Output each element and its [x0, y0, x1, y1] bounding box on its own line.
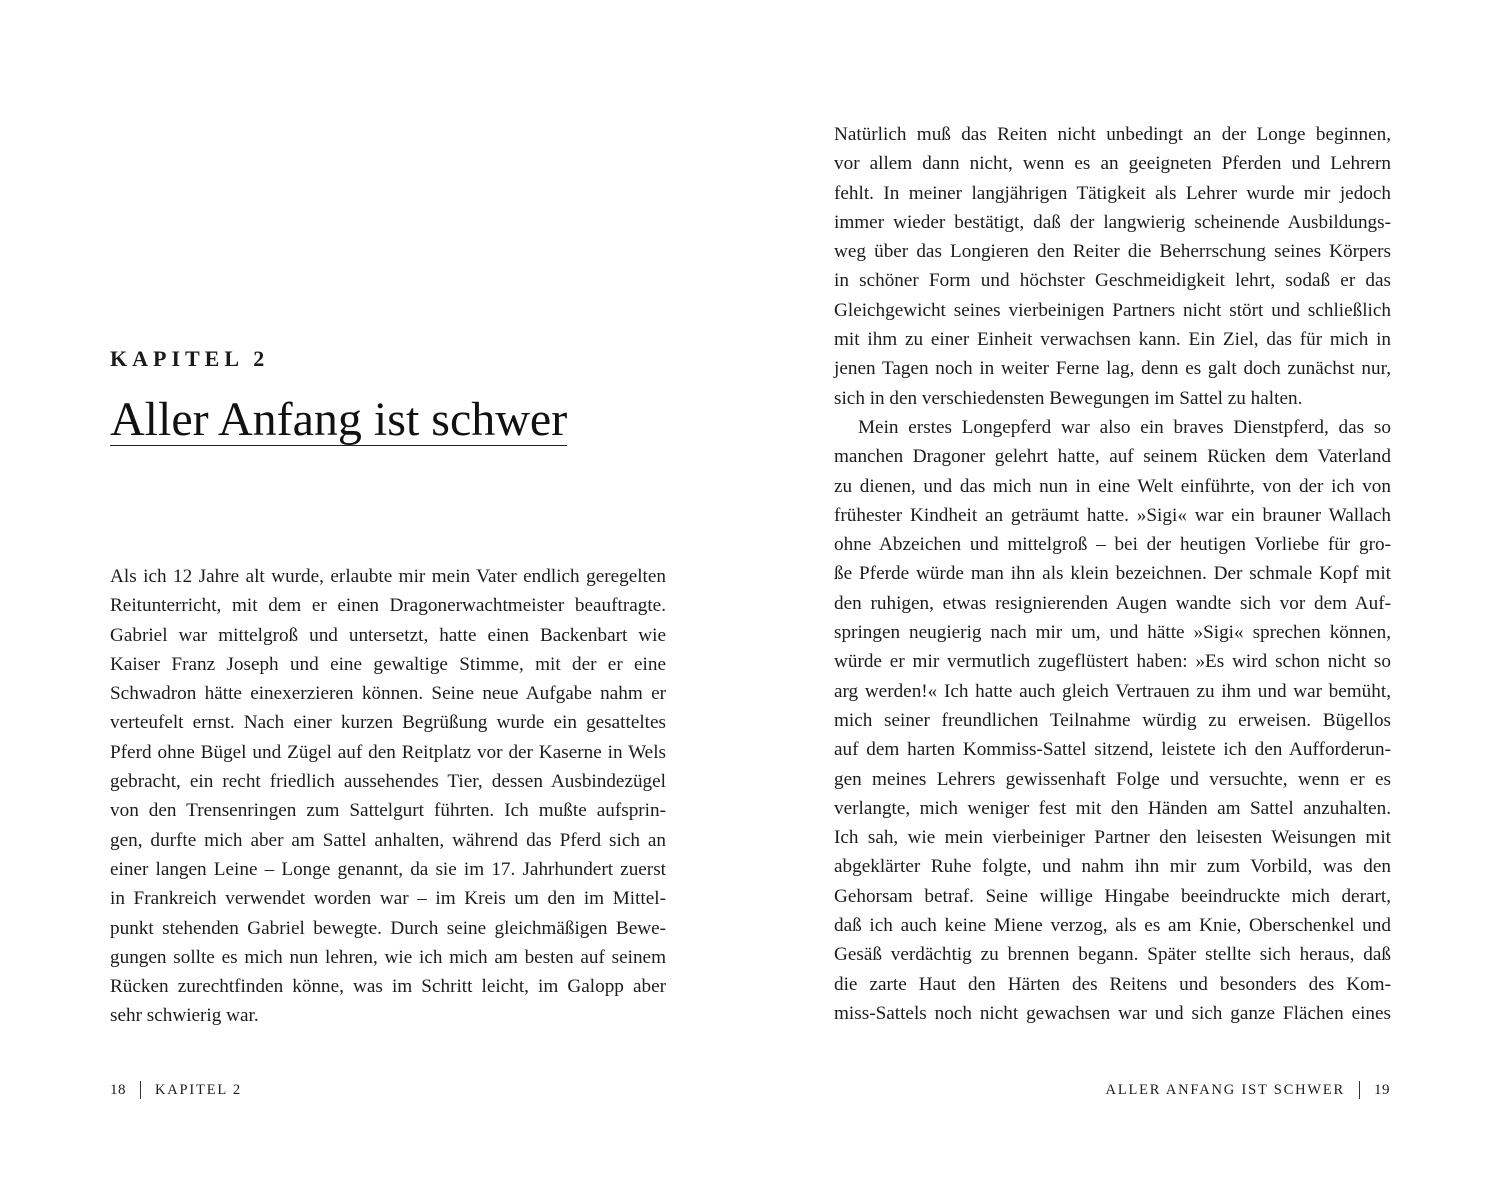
text-line: verlangte, mich weniger fest mit den Händen am Sattel anzuhalten.	[834, 797, 1391, 819]
text-line: immer wieder bestätigt, daß der langwierig scheinende Ausbildungs-	[834, 211, 1391, 233]
text-line: gungen sollte es mich nun lehren, wie ich mich am besten auf seinem	[110, 946, 666, 968]
text-line: jenen Tagen noch in weiter Ferne lag, denn es galt doch zunächst nur,	[834, 358, 1391, 380]
right-text-block	[834, 120, 1391, 1028]
text-line: vor allem dann nicht, wenn es an geeigneten Pferden und Lehrern	[834, 153, 1391, 175]
text-line: Natürlich muß das Reiten nicht unbedingt an der Longe beginnen,	[834, 124, 1391, 145]
page-number: 19	[1374, 1081, 1390, 1098]
running-head: ALLER ANFANG IST SCHWER	[1105, 1081, 1345, 1098]
text-line: sich in den verschiedensten Bewegungen im Sattel zu halten.	[834, 387, 1303, 409]
text-line: miss-Sattels noch nicht gewachsen war und sich ganze Flächen eines	[834, 1002, 1391, 1024]
right-footer	[1106, 1081, 1390, 1099]
text-line: von den Trensenringen zum Sattelgurt führten. Ich mußte aufsprin-	[110, 800, 666, 822]
text-line: Pferd ohne Bügel und Zügel auf den Reitplatz vor der Kaserne in Wels	[110, 741, 666, 763]
text-line: punkt stehenden Gabriel bewegte. Durch seine gleichmäßigen Bewe-	[110, 917, 666, 939]
text-line: verteufelt ernst. Nach einer kurzen Begrüßung wurde ein gesatteltes	[110, 712, 666, 734]
text-line: springen neugierig nach mir um, und hätte »Sigi« sprechen können,	[834, 622, 1391, 644]
text-line: Gesäß verdächtig zu brennen begann. Später stellte sich heraus, daß	[834, 944, 1391, 966]
running-head: KAPITEL 2	[155, 1081, 242, 1098]
title-underline	[110, 445, 567, 446]
text-line: ohne Abzeichen und mittelgroß – bei der heutigen Vorliebe für gro-	[834, 534, 1391, 556]
text-line: in schöner Form und höchster Geschmeidigkeit lehrt, sodaß er das	[834, 270, 1391, 292]
text-line: abgeklärter Ruhe folgte, und nahm ihn mir zum Vorbild, was den	[834, 856, 1391, 878]
text-line: Mein erstes Longepferd war also ein braves Dienstpferd, das so	[858, 416, 1391, 438]
text-line: Schwadron hätte einexerzieren können. Seine neue Aufgabe nahm er	[110, 683, 666, 705]
text-line: daß ich auch keine Miene verzog, als es am Knie, Oberschenkel und	[834, 915, 1391, 937]
text-line: Ich sah, wie mein vierbeiniger Partner den leisesten Weisungen mit	[834, 827, 1391, 849]
text-line: gen meines Lehrers gewissenhaft Folge und versuchte, wenn er es	[834, 768, 1391, 790]
footer-divider	[140, 1081, 141, 1099]
text-line: Kaiser Franz Joseph und eine gewaltige Stimme, mit der er eine	[110, 653, 666, 675]
text-line: Gleichgewicht seines vierbeinigen Partners nicht stört und schließlich	[834, 299, 1391, 321]
text-line: auf dem harten Kommiss-Sattel sitzend, leistete ich den Aufforderun-	[834, 739, 1391, 761]
text-line: Rücken zurechtfinden könne, was im Schritt leicht, im Galopp aber	[110, 976, 666, 998]
text-line: mit ihm zu einer Einheit verwachsen kann. Ein Ziel, das für mich in	[834, 329, 1391, 351]
text-line: ße Pferde würde man ihn als klein bezeichnen. Der schmale Kopf mit	[834, 563, 1391, 585]
text-line: Reitunterricht, mit dem er einen Dragonerwachtmeister beauftragte.	[110, 595, 666, 617]
text-line: Gabriel war mittelgroß und untersetzt, hatte einen Backenbart wie	[110, 624, 666, 646]
text-line: den ruhigen, etwas resignierenden Augen wandte sich vor dem Auf-	[834, 592, 1391, 614]
left-footer	[110, 1081, 242, 1099]
text-line: in Frankreich verwendet worden war – im Kreis um den im Mittel-	[110, 888, 666, 910]
text-line: würde er mir vermutlich zugeflüstert haben: »Es wird schon nicht so	[834, 651, 1391, 673]
text-line: Als ich 12 Jahre alt wurde, erlaubte mir mein Vater endlich geregelten	[110, 566, 666, 587]
chapter-title: Aller Anfang ist schwer	[110, 393, 568, 446]
text-line: gebracht, ein recht friedlich aussehendes Tier, dessen Ausbindezügel	[110, 771, 666, 793]
text-line: fehlt. In meiner langjährigen Tätigkeit als Lehrer wurde mir jedoch	[834, 182, 1391, 204]
text-line: sehr schwierig war.	[110, 1005, 259, 1027]
text-line: einer langen Leine – Longe genannt, da sie im 17. Jahrhundert zuerst	[110, 858, 666, 880]
page-number: 18	[110, 1081, 126, 1098]
text-line: manchen Dragoner gelehrt hatte, auf seinem Rücken dem Vaterland	[834, 446, 1391, 468]
text-line: frühester Kindheit an geträumt hatte. »Sigi« war ein brauner Wallach	[834, 504, 1391, 526]
text-line: zu dienen, und das mich nun in eine Welt einführte, von der ich von	[834, 475, 1391, 497]
left-paragraph	[110, 562, 666, 1031]
text-line: gen, durfte mich aber am Sattel anhalten, während das Pferd sich an	[110, 829, 666, 851]
right-paragraph-1	[834, 120, 1391, 413]
text-line: mich seiner freundlichen Teilnahme würdig zu erweisen. Bügellos	[834, 709, 1391, 731]
footer-divider	[1359, 1081, 1360, 1099]
chapter-label: KAPITEL 2	[110, 346, 270, 371]
text-line: die zarte Haut den Härten des Reitens und besonders des Kom-	[834, 973, 1391, 995]
text-line: arg werden!« Ich hatte auch gleich Vertrauen zu ihm und war bemüht,	[834, 680, 1391, 702]
text-line: weg über das Longieren den Reiter die Beherrschung seines Körpers	[834, 241, 1391, 263]
text-line: Gehorsam betraf. Seine willige Hingabe beeindruckte mich derart,	[834, 885, 1391, 907]
right-paragraph-2	[834, 413, 1391, 1028]
